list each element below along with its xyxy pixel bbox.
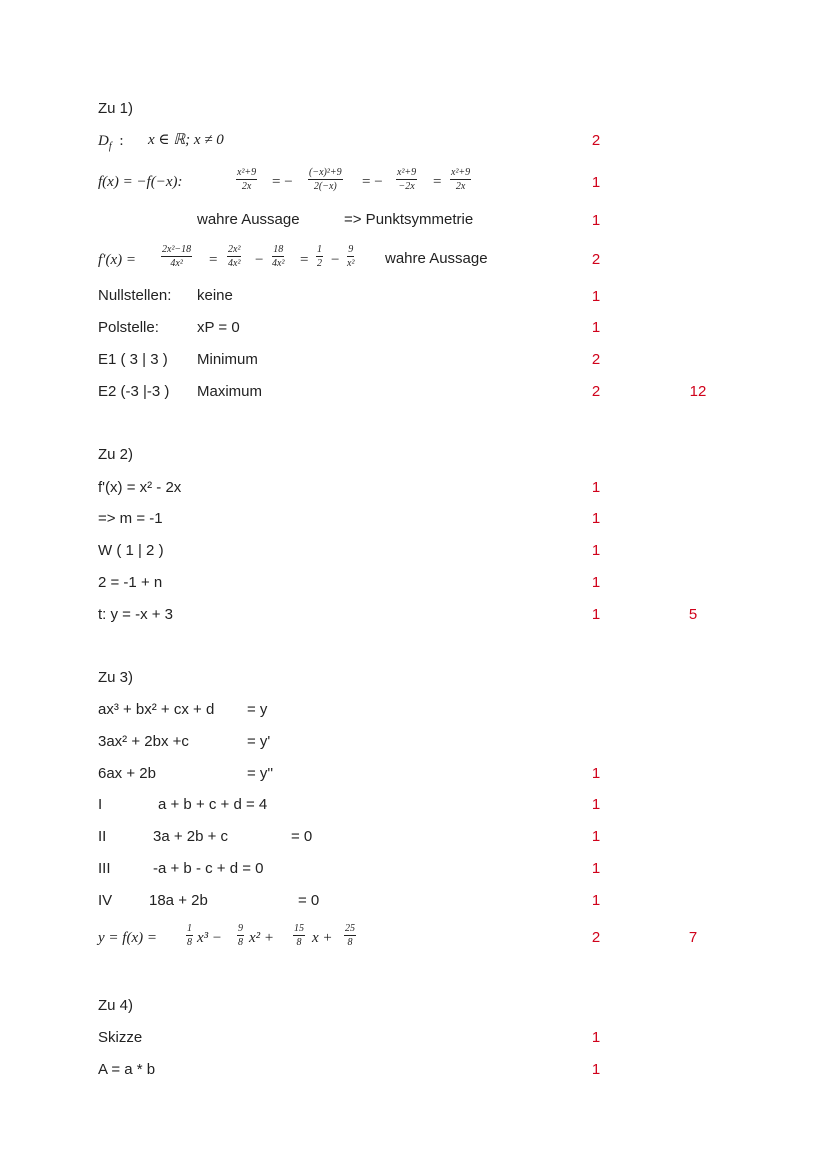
deriv-fraction-5: $\frac{9}{\text{x²}}$: [347, 244, 355, 269]
points-cell: 1: [591, 510, 601, 527]
coef-fraction-2: $\frac{9}{8}$: [238, 923, 243, 948]
minus-sign: −: [255, 252, 264, 268]
points-cell: 1: [591, 288, 601, 305]
s2-line: W ( 1 | 2 ): [98, 542, 164, 559]
deriv-fraction-4: $\frac{1}{2}$: [317, 244, 322, 269]
equation-rhs: = y: [247, 701, 268, 718]
section-4-heading: Zu 4): [98, 997, 134, 1014]
system-equation-4-rhs: = 0: [298, 892, 320, 909]
points-cell: 1: [591, 212, 601, 229]
deriv-fraction-3: $\frac{18}{\text{4x²}}$: [272, 244, 285, 269]
s4-line: Skizze: [98, 1029, 143, 1046]
equals-sign: =: [433, 174, 442, 190]
polstelle-label: Polstelle:: [98, 319, 159, 336]
points-cell: 2: [591, 251, 601, 268]
points-cell: 1: [591, 319, 601, 336]
points-cell: 2: [591, 351, 601, 368]
coef-fraction-4: $\frac{25}{8}$: [345, 923, 355, 948]
system-equation-2-rhs: = 0: [291, 828, 313, 845]
system-equation-4: 18a + 2b: [149, 892, 208, 909]
symmetry-lhs: f(x) = −f(−x):: [98, 174, 183, 190]
derivative-lhs: f′(x) =: [98, 252, 136, 268]
system-equation-3: -a + b - c + d = 0: [153, 860, 264, 877]
points-cell: 1: [591, 479, 601, 496]
equation-general: ax³ + bx² + cx + d: [98, 701, 215, 718]
extremum-2-type: Maximum: [197, 383, 263, 400]
points-cell: 1: [591, 796, 601, 813]
points-cell: 1: [591, 606, 601, 623]
s4-line: A = a * b: [98, 1061, 156, 1078]
points-cell: 2: [591, 383, 601, 400]
deriv-fraction-1: $\frac{\text{2x²−18}}{\text{4x²}}$: [162, 244, 192, 269]
section-1-total: 12: [689, 383, 707, 400]
sym-fraction-1: $\frac{\text{x²+9}}{2x}$: [237, 167, 257, 192]
section-1-heading: Zu 1): [98, 100, 134, 117]
equation-rhs: = y'': [247, 765, 274, 782]
row-numeral: IV: [98, 892, 113, 909]
points-cell: 1: [591, 892, 601, 909]
s2-line: => m = -1: [98, 510, 163, 527]
term-x-squared: x² +: [249, 930, 275, 946]
points-cell: 1: [591, 1061, 601, 1078]
minus-sign: −: [331, 252, 340, 268]
term-x: x +: [312, 930, 333, 946]
system-equation-2: 3a + 2b + c: [153, 828, 229, 845]
points-cell: 1: [591, 574, 601, 591]
section-2-total: 5: [688, 606, 698, 623]
equals-sign: =: [209, 252, 218, 268]
punktsymmetrie-conclusion: => Punktsymmetrie: [344, 211, 474, 228]
s2-line: t: y = -x + 3: [98, 606, 174, 623]
points-cell: 2: [591, 929, 601, 946]
extremum-1: E1 ( 3 | 3 ): [98, 351, 168, 368]
nullstellen-label: Nullstellen:: [98, 287, 172, 304]
row-numeral: I: [98, 796, 103, 813]
equation-rhs: = y': [247, 733, 271, 750]
system-equation-1: a + b + c + d = 4: [158, 796, 268, 813]
domain-label: $D_f$ :: [98, 133, 124, 152]
section-3-heading: Zu 3): [98, 669, 134, 686]
row-numeral: III: [98, 860, 111, 877]
sym-fraction-2: $\frac{\text{(−x)²+9}}{2(-x)}$: [309, 167, 342, 192]
points-cell: 2: [591, 132, 601, 149]
domain-expression: x ∈ ℝ; x ≠ 0: [148, 132, 224, 148]
s2-line: f'(x) = x² - 2x: [98, 479, 182, 496]
coef-fraction-3: $\frac{15}{8}$: [294, 923, 304, 948]
sym-fraction-3: $\frac{\text{x²+9}}{-2x}$: [397, 167, 417, 192]
section-2-heading: Zu 2): [98, 446, 134, 463]
extremum-1-type: Minimum: [197, 351, 258, 368]
equals-sign: = −: [362, 174, 383, 190]
points-cell: 1: [591, 860, 601, 877]
equation-second-derivative: 6ax + 2b: [98, 765, 156, 782]
wahre-aussage-1: wahre Aussage: [197, 211, 300, 228]
equals-sign: =: [300, 252, 309, 268]
wahre-aussage-2: wahre Aussage: [385, 250, 488, 267]
deriv-fraction-2: $\frac{\text{2x²}}{\text{4x²}}$: [228, 244, 241, 269]
equation-first-derivative: 3ax² + 2bx +c: [98, 733, 189, 750]
equals-sign: = −: [272, 174, 293, 190]
section-3-total: 7: [688, 929, 698, 946]
row-numeral: II: [98, 828, 107, 845]
points-cell: 1: [591, 542, 601, 559]
points-cell: 1: [591, 1029, 601, 1046]
points-cell: 1: [591, 765, 601, 782]
sym-fraction-4: $\frac{\text{x²+9}}{2x}$: [451, 167, 471, 192]
term-x-cubed: x³ −: [197, 930, 223, 946]
polstelle-value: xP = 0: [197, 319, 240, 336]
points-cell: 1: [591, 174, 601, 191]
coef-fraction-1: $\frac{1}{8}$: [187, 923, 192, 948]
extremum-2: E2 (-3 |-3 ): [98, 383, 170, 400]
nullstellen-value: keine: [197, 287, 233, 304]
points-cell: 1: [591, 828, 601, 845]
s2-line: 2 = -1 + n: [98, 574, 163, 591]
result-function-lhs: y = f(x) =: [98, 930, 157, 946]
